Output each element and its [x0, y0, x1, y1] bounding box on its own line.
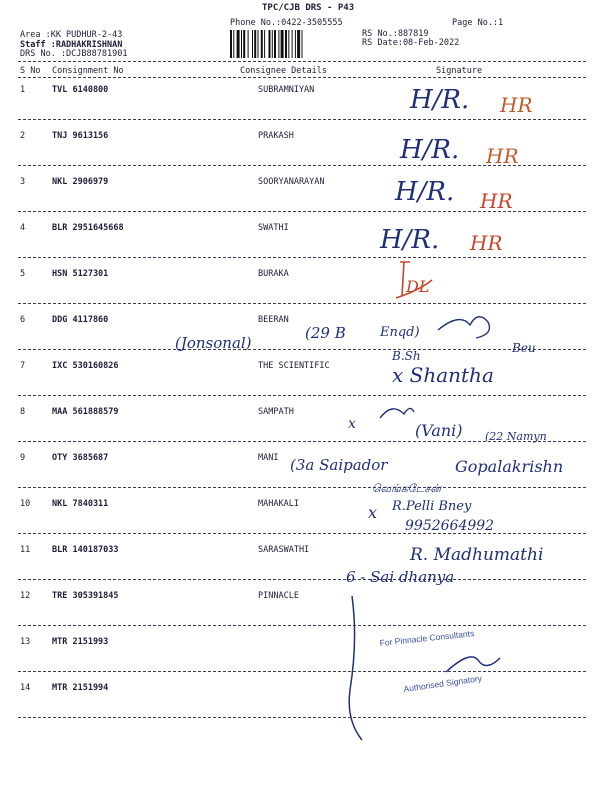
- row-consignment: BLR 2951645668: [52, 223, 124, 233]
- row-consignee: THE SCIENTIFIC: [258, 361, 330, 371]
- row-consignment: BLR 140187033: [52, 545, 119, 555]
- signature-row-3: H/R.: [395, 177, 455, 207]
- row-sno: 2: [20, 131, 26, 141]
- row-consignee: SOORYANARAYAN: [258, 177, 325, 187]
- row-sno: 10: [20, 499, 31, 509]
- note-jonsonal: (Jonsonal): [175, 334, 252, 352]
- note-phone: 9952664992: [405, 518, 495, 534]
- row-consignment: TNJ 9613156: [52, 131, 109, 141]
- row-sno: 11: [20, 545, 31, 555]
- authorised-signatory-stamp: Authorised Signatory: [402, 673, 483, 694]
- mark-x-row-8: x: [348, 416, 356, 432]
- row-consignment: MTR 2151994: [52, 683, 109, 693]
- rs-date: RS Date:08-Feb-2022: [362, 38, 460, 48]
- row-sno: 13: [20, 637, 31, 647]
- row-consignee: BURAKA: [258, 269, 289, 279]
- note-rpelli: R.Pelli Bney: [392, 499, 472, 514]
- row-consignment: OTY 3685687: [52, 453, 109, 463]
- row-consignee: SWATHI: [258, 223, 289, 233]
- initials-row-2: HR: [486, 144, 519, 168]
- row-consignee: PRAKASH: [258, 131, 294, 141]
- note-vani: (Vani): [415, 421, 463, 440]
- row-consignee: BEERAN: [258, 315, 289, 325]
- row-consignee: PINNACLE: [258, 591, 299, 601]
- row-consignment: TVL 6140800: [52, 85, 109, 95]
- row-sno: 1: [20, 85, 26, 95]
- note-beu: Beu: [512, 341, 536, 355]
- area-label: Area :KK PUDHUR-2-43: [20, 30, 123, 40]
- row-consignment: TRE 305391845: [52, 591, 119, 601]
- signature-row-5: DL: [406, 277, 430, 296]
- initials-row-1: HR: [500, 93, 533, 117]
- row-sno: 12: [20, 591, 31, 601]
- signature-row-1: H/R.: [410, 85, 470, 115]
- phone-number: Phone No.:0422-3505555: [230, 18, 343, 28]
- note-saidhan: 6 - Sai dhanya: [346, 568, 455, 586]
- row-sno: 7: [20, 361, 26, 371]
- scribble-row-6: [438, 317, 490, 338]
- column-header-consignee: Consignee Details: [240, 66, 327, 76]
- row-consignment: HSN 5127301: [52, 269, 109, 279]
- authorised-signature: [446, 657, 500, 672]
- signature-tamil: வெங்கடேசன்: [372, 482, 442, 495]
- row-sno: 5: [20, 269, 26, 279]
- signature-row-2: H/R.: [400, 135, 460, 165]
- initials-row-4: HR: [470, 231, 503, 255]
- row-consignee: SAMPATH: [258, 407, 294, 417]
- note-bsh: B.Sh: [392, 349, 421, 363]
- staff-label: Staff :RADHAKRISHNAN: [20, 40, 123, 50]
- rs-number: RS No.:887819: [362, 29, 429, 39]
- note-29b: (29 B: [305, 324, 346, 342]
- row-consignee: SUBRAMNIYAN: [258, 85, 315, 95]
- company-stamp: For Pinnacle Consultants: [379, 628, 475, 648]
- signature-row-4: H/R.: [380, 225, 440, 255]
- row-consignee: MANI: [258, 453, 279, 463]
- signature-row-9: Gopalakrishn: [455, 457, 564, 476]
- row-consignee: SARASWATHI: [258, 545, 310, 555]
- row-sno: 8: [20, 407, 26, 417]
- row-consignee: MAHAKALI: [258, 499, 299, 509]
- row-sno: 6: [20, 315, 26, 325]
- sheet-title: TPC/CJB DRS - P43: [262, 3, 355, 13]
- column-header-sno: S No: [20, 66, 41, 76]
- row-consignment: IXC 530160826: [52, 361, 119, 371]
- note-namyn: (22 Namyn: [485, 430, 547, 443]
- note-saipadar: (3a Saipador: [290, 456, 388, 474]
- row-consignment: MAA 561888579: [52, 407, 119, 417]
- row-sno: 4: [20, 223, 26, 233]
- column-header-signature: Signature: [436, 66, 483, 76]
- mark-x-row-10: x: [368, 503, 378, 522]
- drs-number: DRS No. :DCJB88781901: [20, 49, 128, 59]
- row-consignment: NKL 2906979: [52, 177, 109, 187]
- signature-row-7: x Shantha: [392, 363, 494, 387]
- row-consignment: NKL 7840311: [52, 499, 109, 509]
- row-sno: 9: [20, 453, 26, 463]
- initials-row-3: HR: [480, 189, 513, 213]
- row-sno: 3: [20, 177, 26, 187]
- bracket-rows-12-14: [349, 596, 362, 740]
- signature-row-11: R. Madhumathi: [410, 545, 544, 565]
- column-header-consignment: Consignment No: [52, 66, 124, 76]
- scribble-row-8: [380, 408, 414, 418]
- row-consignment: MTR 2151993: [52, 637, 109, 647]
- row-sno: 14: [20, 683, 31, 693]
- page-number: Page No.:1: [452, 18, 504, 28]
- note-enqd: Enqd): [380, 325, 420, 340]
- row-consignment: DDG 4117860: [52, 315, 109, 325]
